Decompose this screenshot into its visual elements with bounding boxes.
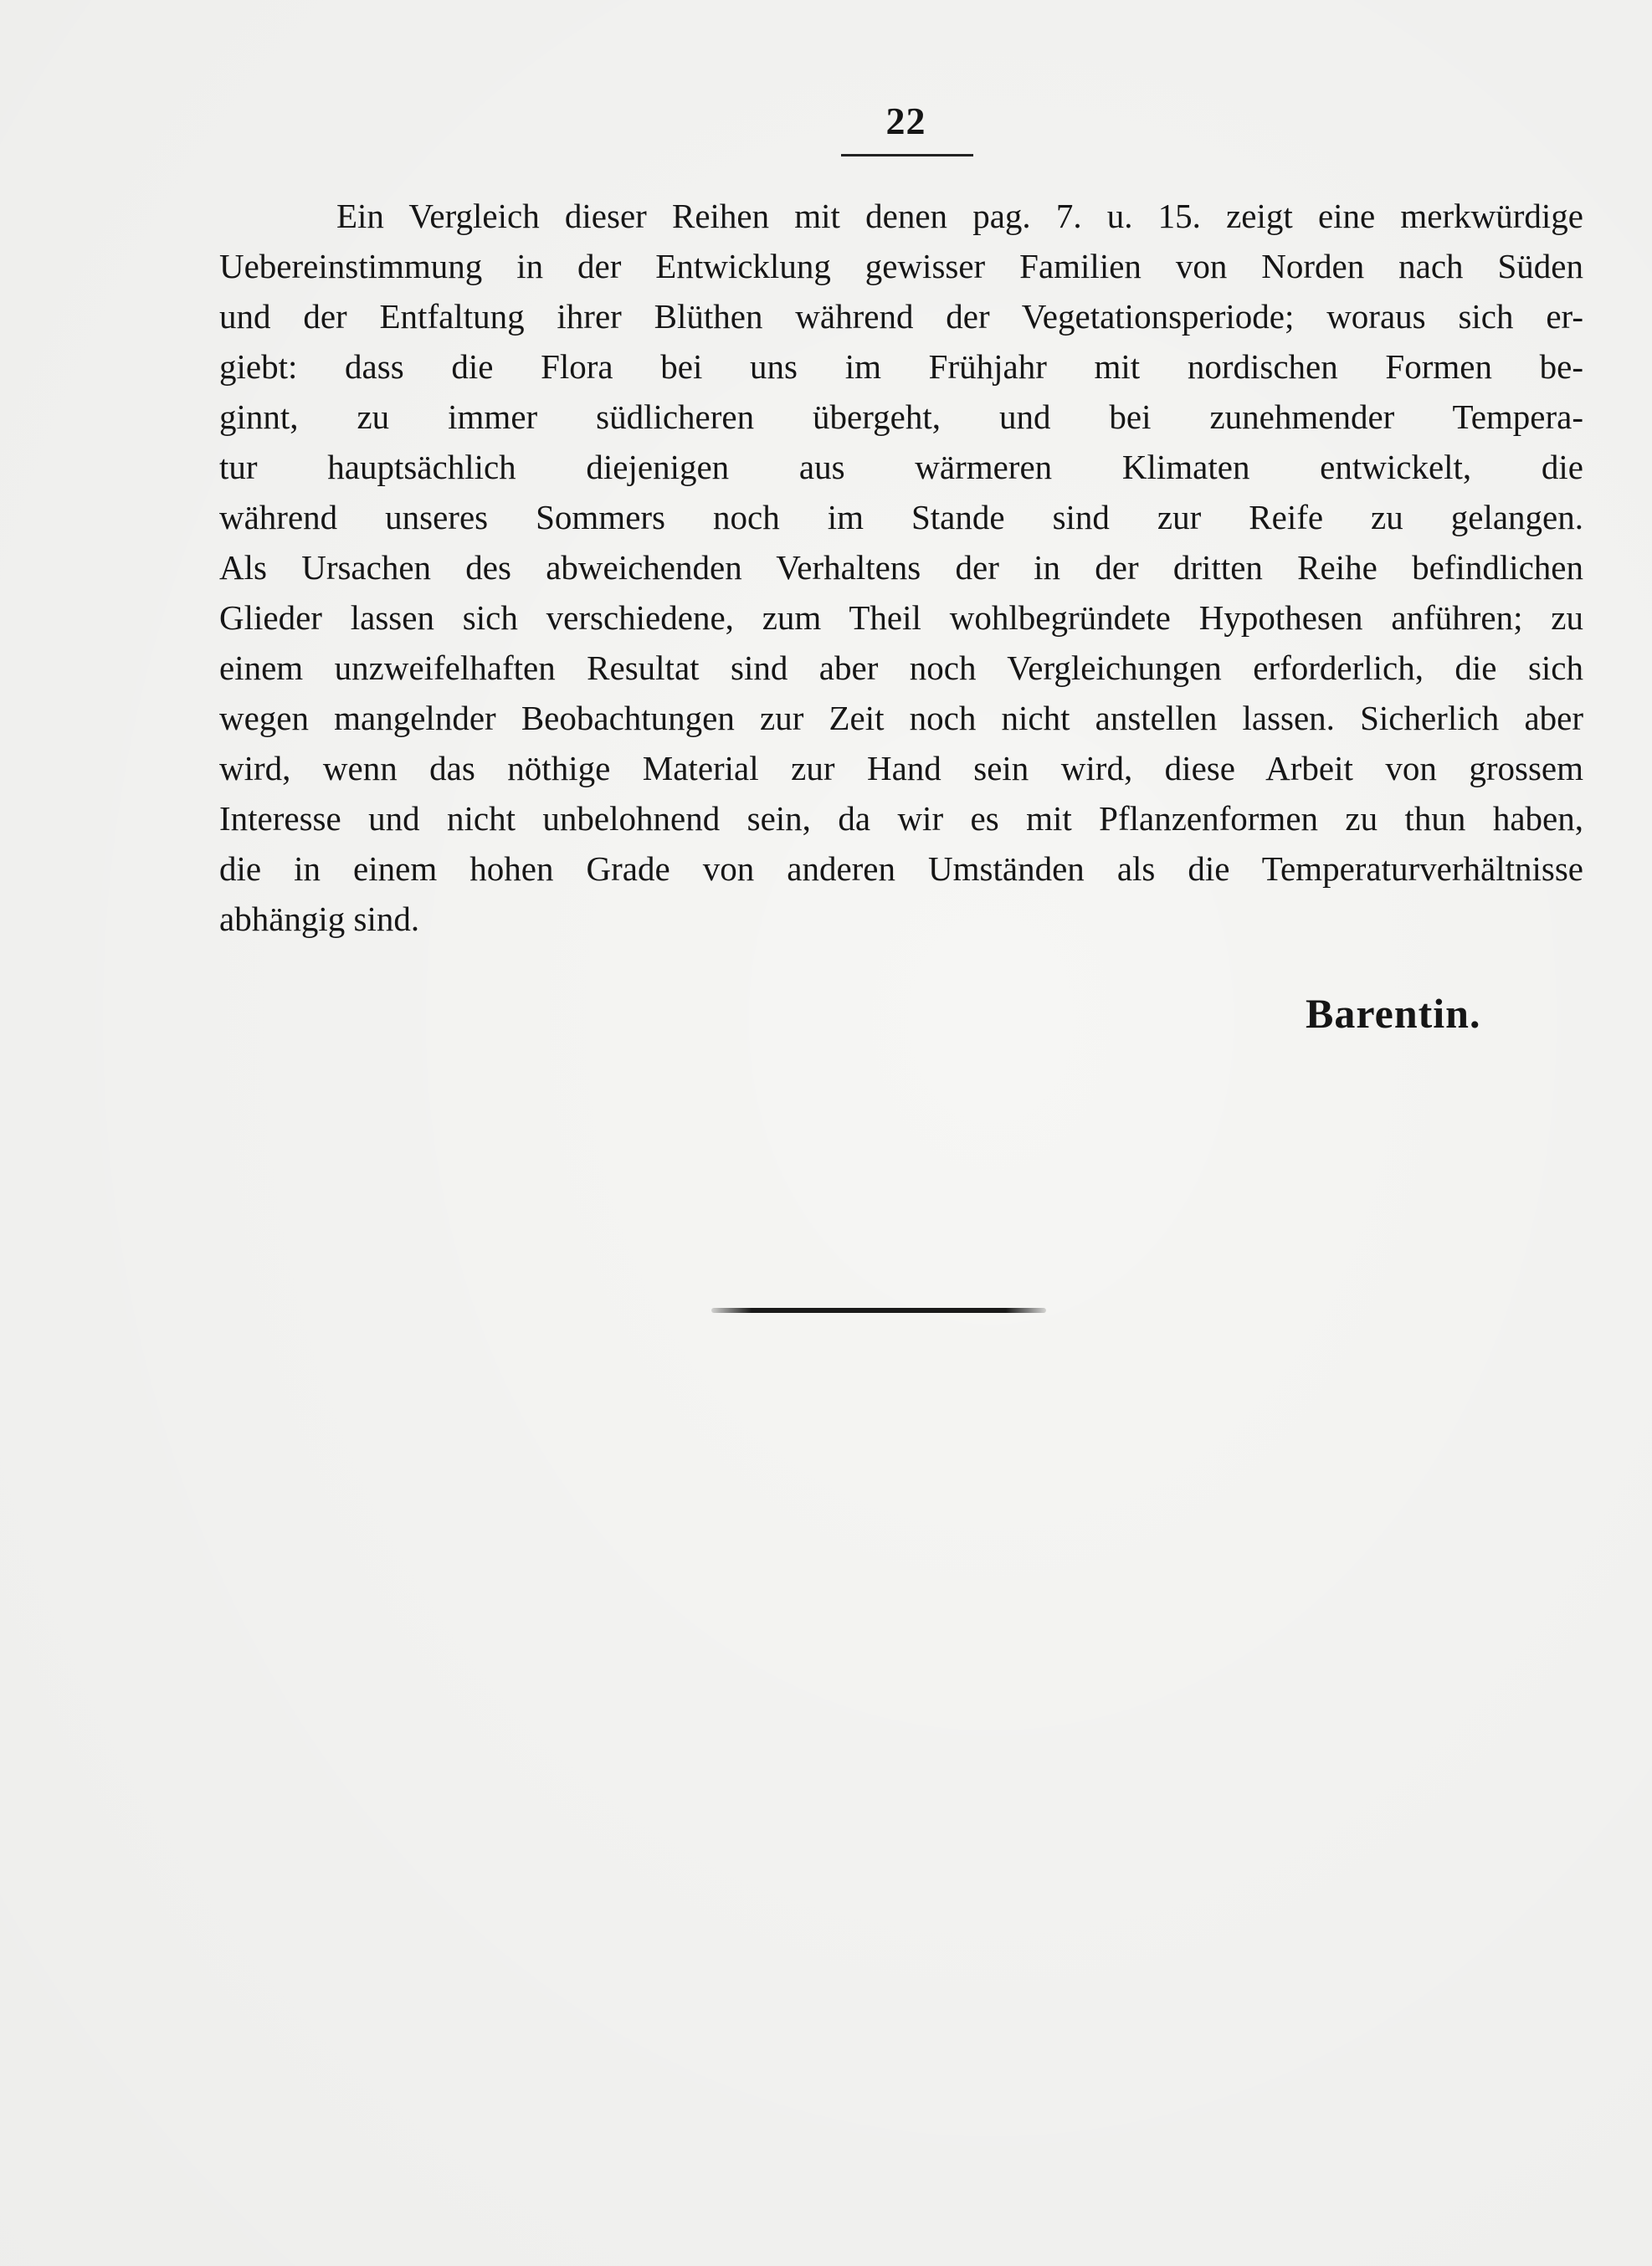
author-signature: Barentin. [1306, 990, 1481, 1037]
page-number-underline [841, 154, 973, 156]
paragraph-line: giebt: dass die Flora bei uns im Frühjahr mit nordischen Formen be- [219, 347, 1583, 386]
paragraph-line: Ein Vergleich dieser Reihen mit denen pag. 7. u. 15. zeigt eine merkwürdige [336, 197, 1583, 235]
end-of-text-rule [711, 1308, 1046, 1313]
page-number: 22 [885, 100, 926, 142]
paragraph-line: abhängig sind. [219, 900, 420, 938]
paragraph-line: Uebereinstimmung in der Entwicklung gewisser Familien von Norden nach Süden [219, 247, 1583, 285]
paragraph-line: einem unzweifelhaften Resultat sind aber noch Vergleichungen erforderlich, die sich [219, 649, 1583, 687]
paragraph-line: Als Ursachen des abweichenden Verhaltens der in der dritten Reihe befindlichen [219, 548, 1583, 587]
paragraph-line: die in einem hohen Grade von anderen Umständen als die Temperaturverhältnisse [219, 849, 1583, 888]
paragraph-line: ginnt, zu immer südlicheren übergeht, und bei zunehmender Tempera- [219, 397, 1583, 436]
paragraph-line: wegen mangelnder Beobachtungen zur Zeit noch nicht anstellen lassen. Sicherlich aber [219, 699, 1583, 737]
paragraph-line: während unseres Sommers noch im Stande sind zur Reife zu gelangen. [219, 498, 1583, 536]
paragraph-line: tur hauptsächlich diejenigen aus wärmeren Klimaten entwickelt, die [219, 448, 1583, 486]
paragraph-line: wird, wenn das nöthige Material zur Hand sein wird, diese Arbeit von grossem [219, 749, 1583, 787]
paragraph-line: Interesse und nicht unbelohnend sein, da wir es mit Pflanzenformen zu thun haben, [219, 799, 1583, 838]
paragraph-line: und der Entfaltung ihrer Blüthen während der Vegetationsperiode; woraus sich er- [219, 297, 1583, 336]
paragraph-line: Glieder lassen sich verschiedene, zum Theil wohlbegründete Hypothesen anführen; zu [219, 598, 1583, 637]
body-paragraph [219, 191, 1583, 944]
